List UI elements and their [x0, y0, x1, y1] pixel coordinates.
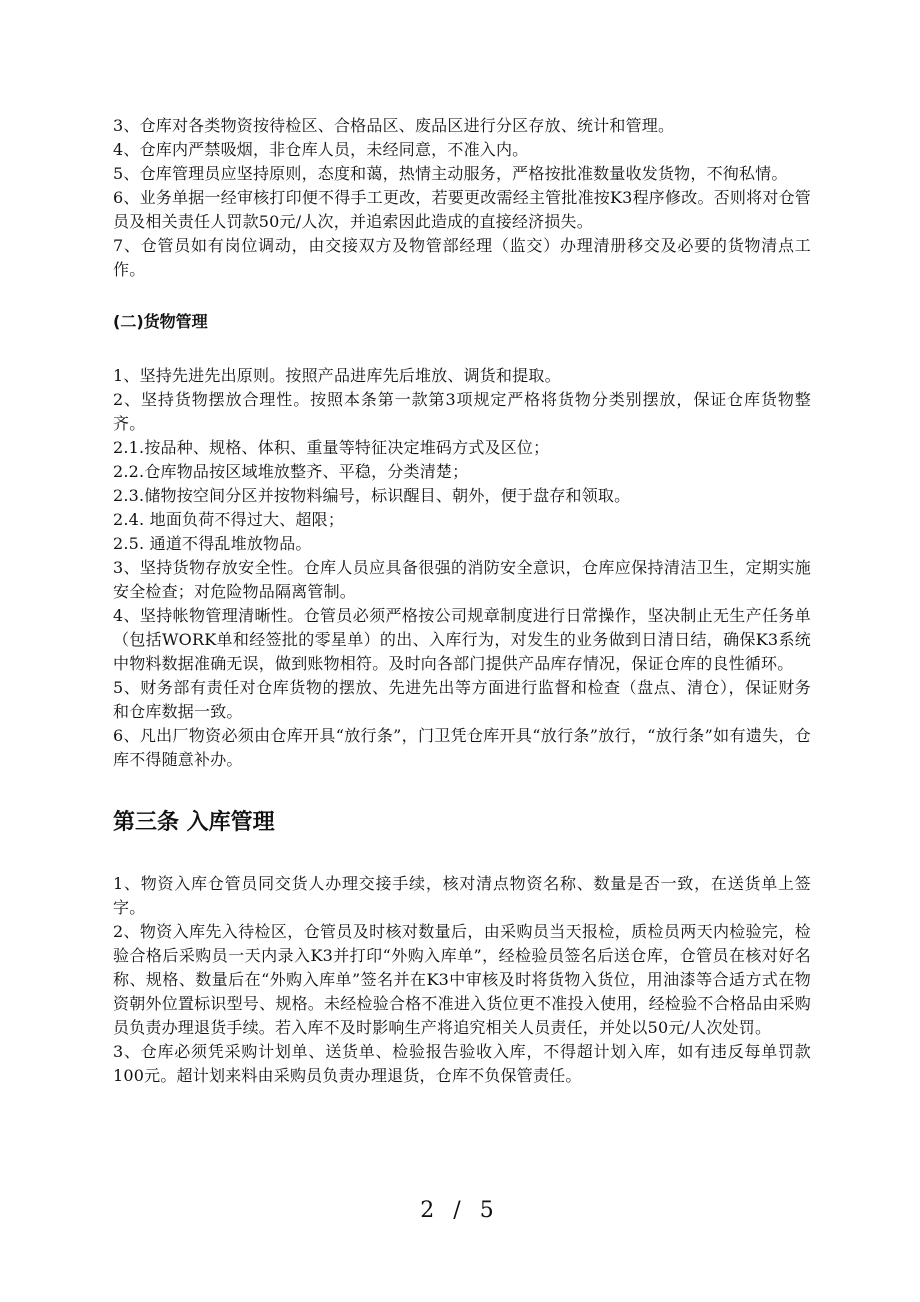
- rule-item-6: 6、业务单据一经审核打印便不得手工更改，若要更改需经主管批准按K3程序修改。否则将对仓管员及相关责任人罚款50元/人次，并追索因此造成的直接经济损失。: [113, 188, 811, 231]
- page-content: [113, 114, 811, 1088]
- goods-item-2: 2、坚持货物摆放合理性。按照本条第一款第3项规定严格将货物分类别摆放，保证仓库货物整齐。: [113, 390, 811, 433]
- warehouse-rules-list: [113, 114, 811, 282]
- inbound-item-2: 2、物资入库先入待检区，仓管员及时核对数量后，由采购员当天报检，质检员两天内检验完，检验合格后采购员一天内录入K3并打印“外购入库单”，经检验员签名后送仓库，仓管员在核对好名称、规格、数量后在“外购入库单”签名并在K3中审核及时将货物入货位，用油漆等合适方式在物资朝外位置标识型号、规格。未经检验合格不准进入货位更不准投入使用，经检验不合格品由采购员负责办理退货手续。若入库不及时影响生产将追究相关人员责任，并处以50元/人次处罚。: [113, 922, 811, 1037]
- rule-item-3: 3、仓库对各类物资按待检区、合格品区、废品区进行分区存放、统计和管理。: [113, 116, 675, 135]
- inbound-management-heading: 第三条 入库管理: [113, 810, 275, 835]
- goods-item-2-4: 2.4. 地面负荷不得过大、超限；: [113, 510, 345, 529]
- goods-item-5: 5、财务部有责任对仓库货物的摆放、先进先出等方面进行监督和检查（盘点、清仓），保证财务和仓库数据一致。: [113, 678, 811, 721]
- goods-item-2-5: 2.5. 通道不得乱堆放物品。: [113, 534, 312, 553]
- goods-item-3: 3、坚持货物存放安全性。仓库人员应具备很强的消防安全意识，仓库应保持清洁卫生，定期实施安全检查；对危险物品隔离管制。: [113, 558, 811, 601]
- goods-item-2-3: 2.3.储物按空间分区并按物料编号，标识醒目、朝外，便于盘存和领取。: [113, 486, 631, 505]
- goods-item-6: 6、凡出厂物资必须由仓库开具“放行条”，门卫凭仓库开具“放行条”放行，“放行条”如有遗失，仓库不得随意补办。: [113, 726, 811, 769]
- rule-item-4: 4、仓库内严禁吸烟，非仓库人员，未经同意，不准入内。: [113, 140, 529, 159]
- rule-item-5: 5、仓库管理员应坚持原则，态度和蔼，热情主动服务，严格按批准数量收发货物，不徇私情。: [113, 164, 788, 183]
- goods-item-2-2: 2.2.仓库物品按区域堆放整齐、平稳，分类清楚；: [113, 462, 469, 481]
- rule-item-7: 7、仓管员如有岗位调动，由交接双方及物管部经理（监交）办理清册移交及必要的货物清点工作。: [113, 236, 811, 279]
- page-number: 2 / 5: [420, 1198, 500, 1223]
- goods-item-2-1: 2.1.按品种、规格、体积、重量等特征决定堆码方式及区位；: [113, 438, 550, 457]
- goods-management-heading: (二)货物管理: [113, 312, 208, 331]
- goods-item-1: 1、坚持先进先出原则。按照产品进库先后堆放、调货和提取。: [113, 366, 561, 385]
- inbound-item-3: 3、仓库必须凭采购计划单、送货单、检验报告验收入库，不得超计划入库，如有违反每单罚款100元。超计划来料由采购员负责办理退货，仓库不负保管责任。: [113, 1042, 811, 1085]
- goods-management-list: [113, 364, 811, 772]
- goods-item-4: 4、坚持帐物管理清晰性。仓管员必须严格按公司规章制度进行日常操作，坚决制止无生产任务单（包括WORK单和经签批的零星单）的出、入库行为，对发生的业务做到日清日结，确保K3系统中物料数据准确无误，做到账物相符。及时向各部门提供产品库存情况，保证仓库的良性循环。: [113, 606, 811, 673]
- inbound-item-1: 1、物资入库仓管员同交货人办理交接手续，核对清点物资名称、数量是否一致，在送货单上签字。: [113, 874, 811, 917]
- inbound-management-list: [113, 872, 811, 1088]
